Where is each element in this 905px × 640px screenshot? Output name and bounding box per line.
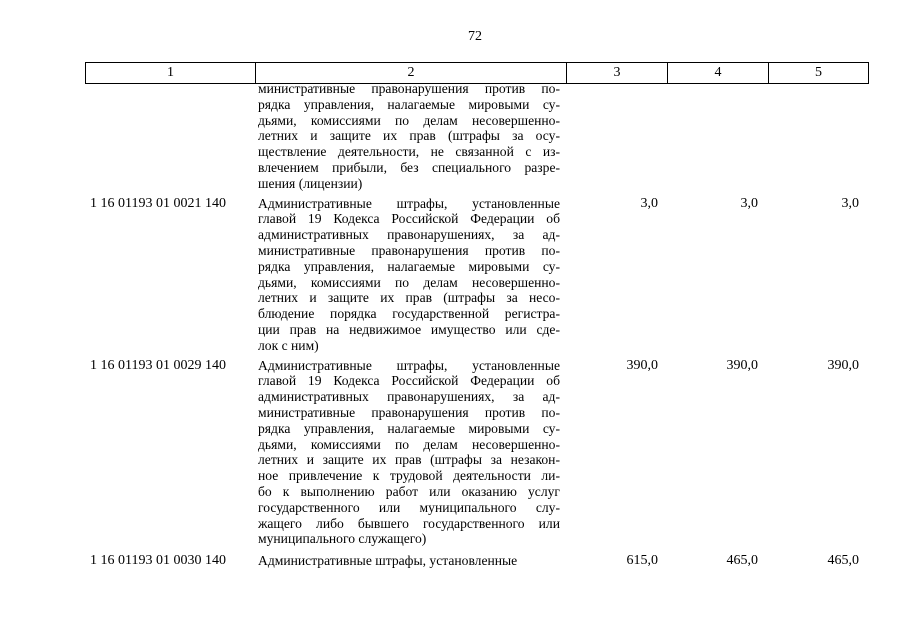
- column-header-2: 2: [256, 63, 567, 84]
- column-header-3: 3: [567, 63, 668, 84]
- amount-cell-5: 390,0: [827, 357, 859, 373]
- description-line: дьями, комиссиями по делам несовершенно-: [258, 274, 560, 290]
- budget-code-cell: 1 16 01193 01 0029 140: [90, 357, 226, 373]
- description-line: муниципального служащего): [258, 531, 427, 547]
- description-line: блюдение порядка государственной регистра-: [258, 306, 560, 322]
- table-body: [85, 81, 865, 569]
- column-header-5: 5: [769, 63, 869, 84]
- description-cell: [258, 196, 560, 354]
- table-row: [85, 553, 865, 569]
- budget-code-cell: 1 16 01193 01 0030 140: [90, 553, 226, 569]
- table-row: [85, 358, 865, 548]
- table-row: [85, 81, 865, 192]
- description-line: ции прав на недвижимое имущество или сде-: [258, 321, 560, 337]
- description-line: жащего либо бывшего государственного или: [258, 515, 560, 531]
- description-line: министративные правонарушения против по-: [258, 404, 560, 420]
- description-cell: [258, 553, 560, 569]
- description-line: административных правонарушениях, за ад-: [258, 227, 560, 243]
- description-line: рядка управления, налагаемые мировыми су-: [258, 96, 560, 112]
- description-line: бо к выполнению работ или оказанию услуг: [258, 483, 560, 499]
- description-line: рядка управления, налагаемые мировыми су-: [258, 258, 560, 274]
- amount-cell-4: 3,0: [740, 195, 758, 211]
- amount-cell-5: 3,0: [841, 195, 859, 211]
- description-cell: [258, 358, 560, 548]
- description-line: дьями, комиссиями по делам несовершенно-: [258, 436, 560, 452]
- column-header-1: 1: [86, 63, 256, 84]
- description-line: государственного или муниципального слу-: [258, 499, 560, 515]
- description-line: министративные правонарушения против по-: [258, 81, 560, 96]
- description-line: влечением прибыли, без специального разре-: [258, 159, 560, 175]
- description-line: шения (лицензии): [258, 175, 363, 191]
- description-line: Административные штрафы, установленные: [258, 195, 560, 211]
- page-number: 72: [468, 29, 482, 44]
- amount-cell-3: 615,0: [626, 553, 658, 569]
- description-line: летних и защите их прав (штрафы за несо-: [258, 290, 560, 306]
- amount-cell-5: 465,0: [827, 553, 859, 569]
- amount-cell-4: 390,0: [726, 357, 758, 373]
- column-header-4: 4: [668, 63, 769, 84]
- description-line: летних и защите их прав (штрафы за осу-: [258, 128, 560, 144]
- amount-cell-3: 390,0: [626, 357, 658, 373]
- description-line: Административные штрафы, установленные: [258, 357, 560, 373]
- description-line: рядка управления, налагаемые мировыми су-: [258, 420, 560, 436]
- description-line: главой 19 Кодекса Российской Федерации об: [258, 373, 560, 389]
- description-line: ное привлечение к трудовой деятельности ли-: [258, 468, 560, 484]
- budget-code-cell: 1 16 01193 01 0021 140: [90, 195, 226, 211]
- description-line: ществление деятельности, не связанной с из-: [258, 144, 560, 160]
- description-line: административных правонарушениях, за ад-: [258, 389, 560, 405]
- description-line: дьями, комиссиями по делам несовершенно-: [258, 112, 560, 128]
- table-row: [85, 196, 865, 354]
- description-line: Административные штрафы, установленные: [258, 553, 518, 569]
- description-line: главой 19 Кодекса Российской Федерации об: [258, 211, 560, 227]
- amount-cell-4: 465,0: [726, 553, 758, 569]
- description-line: летних и защите их прав (штрафы за незакон-: [258, 452, 560, 468]
- amount-cell-3: 3,0: [640, 195, 658, 211]
- description-cell: [258, 81, 560, 192]
- description-line: министративные правонарушения против по-: [258, 242, 560, 258]
- description-line: лок с ним): [258, 337, 319, 353]
